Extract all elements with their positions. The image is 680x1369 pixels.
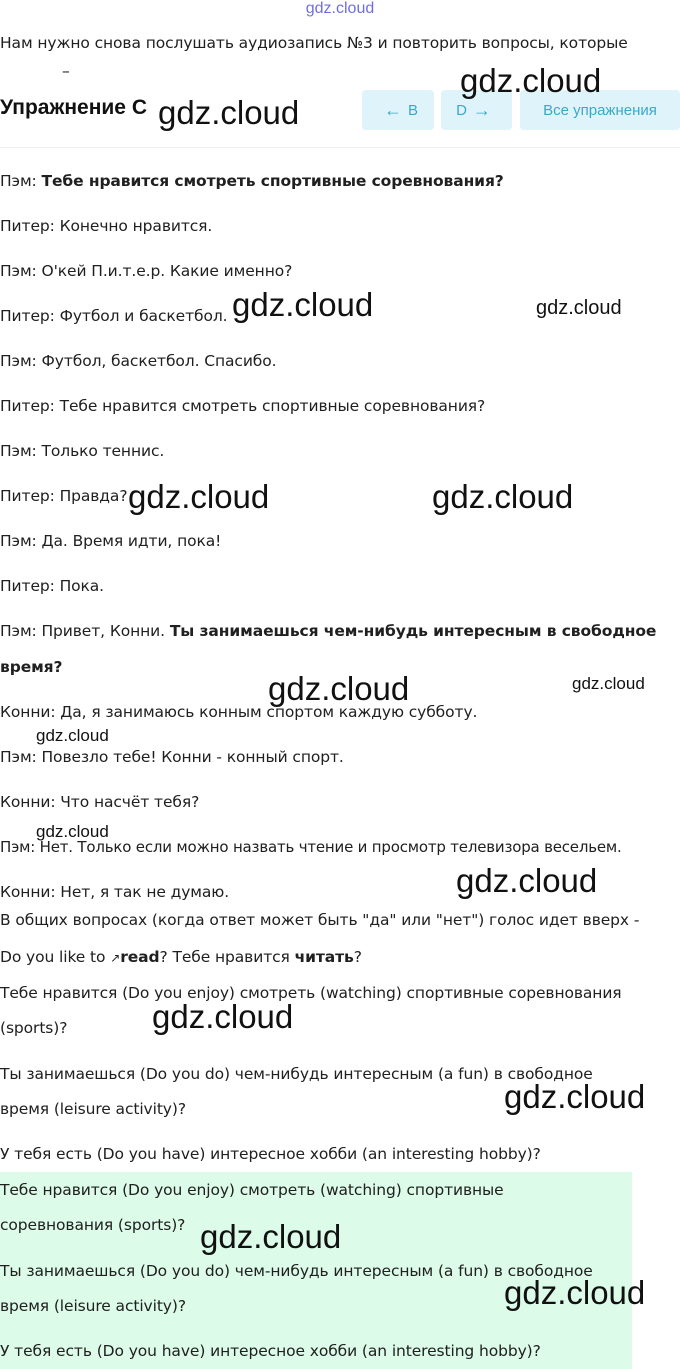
watermark: gdz.cloud: [456, 862, 598, 899]
dialogue-line: Питер: Тебе нравится смотреть спортивные соревнования?: [0, 397, 486, 415]
watermark: gdz.cloud: [460, 62, 602, 99]
dialogue-line: Питер: Футбол и баскетбол.: [0, 307, 228, 325]
dialogue-line: Пэм: Футбол, баскетбол. Спасибо.: [0, 352, 277, 370]
answer-1-line-2: соревнования (sports)?: [0, 1216, 186, 1234]
question-2-line-2: время (leisure activity)?: [0, 1100, 186, 1118]
dialogue-line: Пэм: О'кей П.и.т.е.р. Какие именно?: [0, 262, 293, 280]
dialogue-line: Питер: Пока.: [0, 577, 105, 595]
intonation-example: Do you like to ↗read? Тебе нравится читать?: [0, 948, 362, 966]
question-2-line-1: Ты занимаешься (Do you do) чем-нибудь интересным (a fun) в свободное: [0, 1065, 593, 1083]
prev-exercise-button[interactable]: [362, 90, 434, 130]
dialogue-line: Пэм: Привет, Конни. Ты занимаешься чем-нибудь интересным в свободное: [0, 622, 657, 640]
watermark: gdz.cloud: [200, 1218, 342, 1255]
watermark: gdz.cloud: [432, 478, 574, 515]
page-title: Упражнение C: [0, 96, 147, 119]
watermark: gdz.cloud: [504, 1274, 646, 1311]
arrow-up-right-icon: ↗: [110, 951, 121, 965]
question-3: У тебя есть (Do you have) интересное хобби (an interesting hobby)?: [0, 1145, 541, 1163]
dialogue-line: Конни: Что насчёт тебя?: [0, 793, 200, 811]
answer-2-line-1: Ты занимаешься (Do you do) чем-нибудь интересным (a fun) в свободное: [0, 1262, 593, 1280]
watermark: gdz.cloud: [158, 94, 300, 131]
watermark: gdz.cloud: [152, 998, 294, 1035]
dialogue-line: Пэм: Нет. Только если можно назвать чтение и просмотр телевизора весельем.: [0, 838, 622, 856]
top-watermark: gdz.cloud: [305, 0, 375, 17]
watermark: gdz.cloud: [572, 674, 645, 693]
dialogue-line: Конни: Нет, я так не думаю.: [0, 883, 230, 901]
dialogue-line: Питер: Конечно нравится.: [0, 217, 213, 235]
watermark: gdz.cloud: [268, 670, 410, 707]
arrow-right-icon: →: [472, 99, 491, 120]
watermark: gdz.cloud: [128, 478, 270, 515]
answer-3: У тебя есть (Do you have) интересное хобби (an interesting hobby)?: [0, 1342, 541, 1360]
question-1-line-2: (sports)?: [0, 1019, 68, 1037]
dialogue-line: время?: [0, 658, 63, 676]
answer-1-line-1: Тебе нравится (Do you enjoy) смотреть (watching) спортивные: [0, 1181, 504, 1199]
answer-2-line-2: время (leisure activity)?: [0, 1297, 186, 1315]
watermark: gdz.cloud: [536, 297, 622, 319]
dialogue-line: Пэм: Да. Время идти, пока!: [0, 532, 222, 550]
prev-exercise-label: B: [407, 101, 418, 119]
next-exercise-label: D: [456, 101, 467, 119]
intro-dash: –: [62, 62, 70, 80]
all-exercises-label: Все упражнения: [543, 101, 657, 119]
intro-text: Нам нужно снова послушать аудиозапись №3 и повторить вопросы, которые: [0, 34, 628, 52]
watermark: gdz.cloud: [232, 286, 374, 323]
rule-text: В общих вопросах (когда ответ может быть "да" или "нет") голос идет вверх -: [0, 911, 640, 929]
question-1-line-1: Тебе нравится (Do you enjoy) смотреть (watching) спортивные соревнования: [0, 984, 622, 1002]
watermark: gdz.cloud: [36, 822, 109, 841]
dialogue-line: Пэм: Тебе нравится смотреть спортивные соревнования?: [0, 172, 504, 190]
dialogue-line: Питер: Правда?: [0, 487, 128, 505]
watermark: gdz.cloud: [36, 726, 109, 745]
dialogue-line: Пэм: Повезло тебе! Конни - конный спорт.: [0, 748, 344, 766]
arrow-left-icon: ←: [383, 99, 402, 120]
dialogue-line: Пэм: Только теннис.: [0, 442, 165, 460]
watermark: gdz.cloud: [504, 1078, 646, 1115]
header-divider: [0, 147, 680, 148]
dialogue-line: Конни: Да, я занимаюсь конным спортом каждую субботу.: [0, 703, 478, 721]
